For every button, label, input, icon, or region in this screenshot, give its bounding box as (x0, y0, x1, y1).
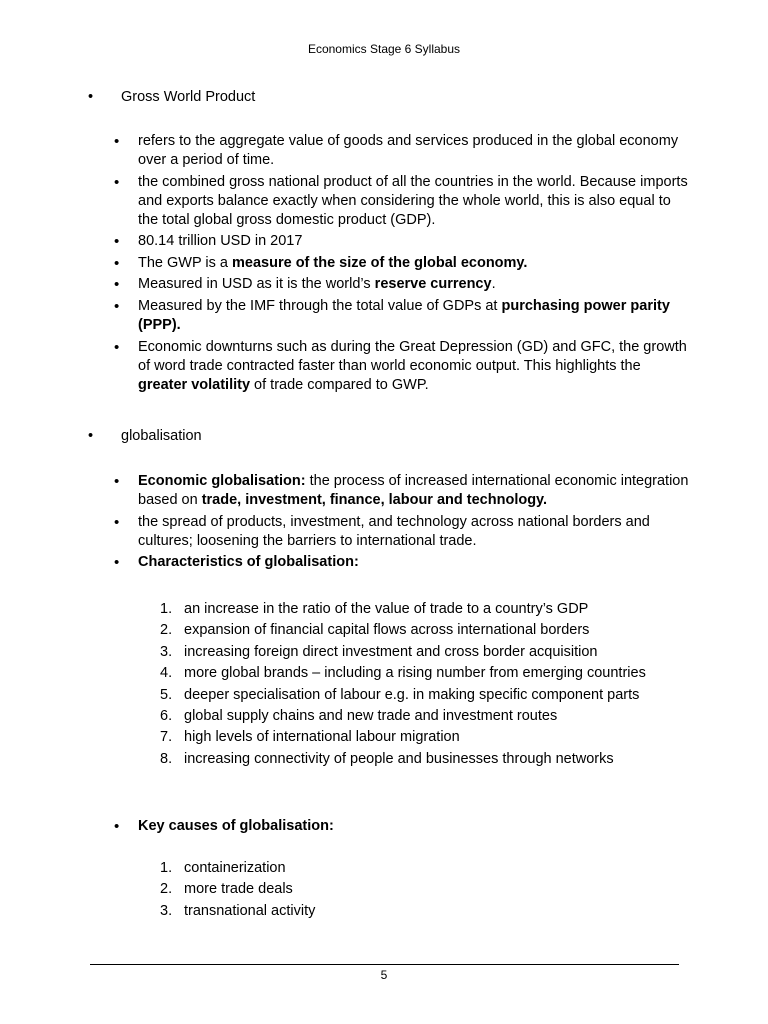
bullet-item (110, 232, 690, 251)
bold-text: greater volatility (138, 376, 251, 393)
bullet-item (110, 275, 690, 294)
causes-list (155, 859, 695, 923)
item-text: high levels of international labour migration (184, 729, 460, 746)
item-text: deeper specialisation of labour e.g. in making specific component parts (184, 686, 640, 703)
section-bullet: • (88, 89, 94, 105)
item-text: global supply chains and new trade and investment routes (184, 707, 558, 724)
item-text: increasing connectivity of people and businesses through networks (184, 750, 614, 767)
gwp-bullet-list (110, 132, 690, 397)
numbered-item (155, 859, 695, 878)
globalisation-bullet-list (110, 472, 690, 575)
item-number: 3. (160, 643, 173, 660)
bullet-item (110, 173, 690, 230)
numbered-item (155, 750, 695, 769)
bold-text: Key causes of globalisation: (138, 818, 334, 834)
bullet-item (110, 513, 690, 551)
bullet-item (110, 254, 690, 273)
bullet-item (110, 132, 690, 170)
bullet-item (110, 553, 690, 572)
numbered-item (155, 707, 695, 726)
bold-text: Characteristics of globalisation: (138, 554, 359, 571)
numbered-item (155, 600, 695, 619)
item-number: 8. (160, 750, 173, 767)
bullet-item (110, 472, 690, 510)
text-segment: the process of increased international economic integration based on (138, 473, 689, 508)
text-segment: the combined gross national product of all the countries in the world. Because imports and exports balance exactly when considering the whole world, this is also equal to the total global gross domestic product (GDP). (138, 173, 688, 228)
text-segment: refers to the aggregate value of goods and services produced in the global economy over a period of time. (138, 133, 679, 168)
item-number: 3. (160, 902, 173, 919)
item-number: 1. (160, 860, 173, 876)
item-text: expansion of financial capital flows across international borders (184, 622, 590, 639)
item-text: containerization (184, 860, 286, 876)
footer-divider (90, 964, 679, 965)
section-title: Gross World Product (121, 89, 256, 105)
item-text: an increase in the ratio of the value of trade to a country’s GDP (184, 601, 589, 617)
text-segment: the spread of products, investment, and technology across national borders and cultures; loosening the barriers to international trade. (138, 513, 650, 549)
page-header: Economics Stage 6 Syllabus (307, 42, 461, 56)
item-text: more trade deals (184, 881, 293, 898)
bold-text: reserve currency (374, 276, 492, 293)
item-text: increasing foreign direct investment and cross border acquisition (184, 643, 598, 660)
section-title: globalisation (121, 428, 202, 444)
numbered-item (155, 880, 695, 899)
bullet-item (110, 297, 690, 335)
text-segment: of trade compared to GWP. (250, 376, 429, 393)
item-text: transnational activity (184, 902, 316, 919)
item-number: 6. (160, 707, 173, 724)
item-number: 7. (160, 729, 173, 746)
numbered-item (155, 664, 695, 683)
item-number: 5. (160, 686, 173, 703)
page-number: 5 (380, 968, 388, 982)
item-text: more global brands – including a rising number from emerging countries (184, 665, 646, 682)
item-number: 1. (160, 601, 173, 617)
item-number: 2. (160, 622, 173, 639)
numbered-item (155, 643, 695, 662)
text-segment: Economic downturns such as during the Great Depression (GD) and GFC, the growth of word trade contracted faster than world economic output. This highlights the (138, 338, 687, 374)
text-segment: Measured by the IMF through the total value of GDPs at (138, 297, 502, 314)
text-segment: . (491, 276, 496, 293)
numbered-item (155, 902, 695, 921)
section-bullet: • (88, 428, 94, 444)
bold-text: trade, investment, finance, labour and technology. (201, 492, 548, 508)
characteristics-list (155, 600, 695, 771)
item-number: 2. (160, 881, 173, 898)
text-segment: The GWP is a (138, 254, 233, 271)
numbered-item (155, 728, 695, 747)
section-heading-globalisation (88, 428, 202, 444)
bullet-item (110, 817, 690, 836)
bullet-item (110, 338, 690, 395)
text-segment: Measured in USD as it is the world’s (138, 276, 375, 293)
numbered-item (155, 621, 695, 640)
bold-text: purchasing power parity (PPP). (138, 297, 670, 333)
causes-heading-list (110, 817, 690, 839)
bold-text: measure of the size of the global economy. (232, 254, 528, 271)
section-heading-gwp (88, 89, 255, 105)
text-segment: 80.14 trillion USD in 2017 (138, 233, 303, 250)
bold-text: Economic globalisation: (138, 473, 306, 489)
numbered-item (155, 686, 695, 705)
item-number: 4. (160, 665, 173, 682)
